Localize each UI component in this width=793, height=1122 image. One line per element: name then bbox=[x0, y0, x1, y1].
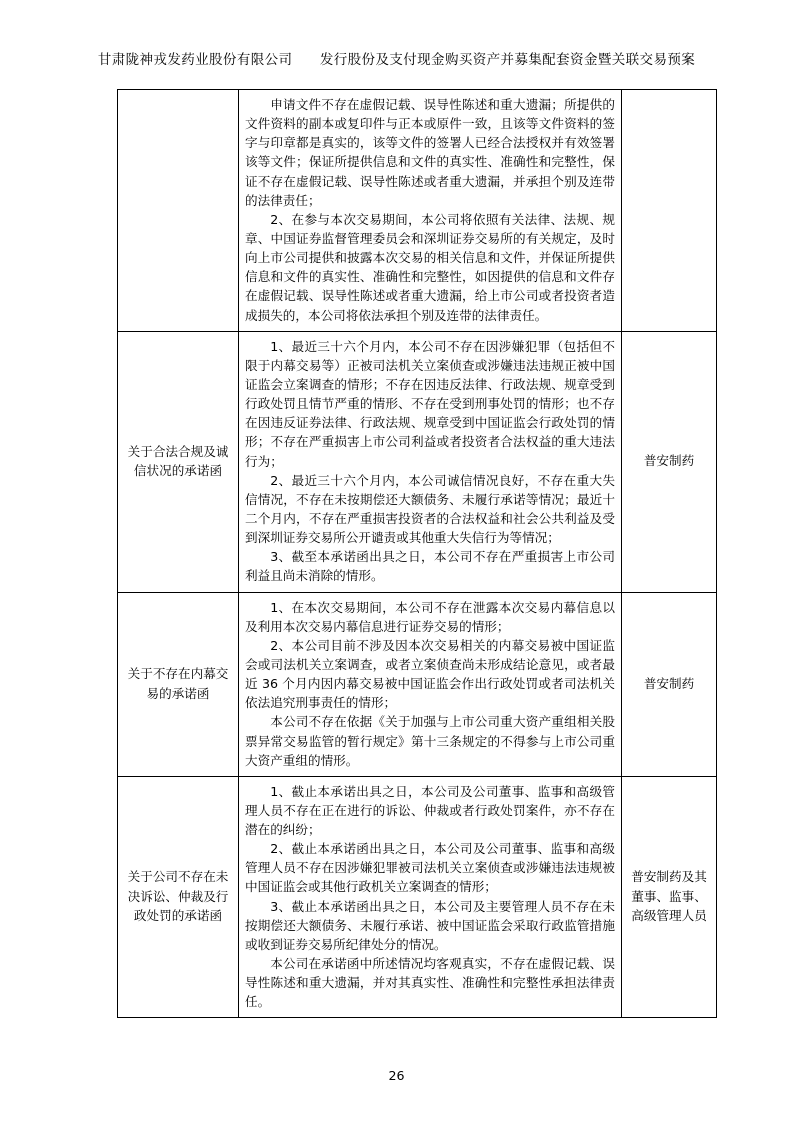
row-paragraph: 本公司不存在依据《关于加强与上市公司重大资产重组相关股票异常交易监管的暂行规定》第十三条规定的不得参与上市公司重大资产重组的情形。 bbox=[245, 714, 615, 768]
row-label: 关于合法合规及诚信状况的承诺函 bbox=[127, 443, 229, 479]
row-paragraph: 2、本公司目前不涉及因本次交易相关的内幕交易被中国证监会或司法机关立案调查，或者立案侦查尚未形成结论意见，或者最近 36 个月内因内幕交易被中国证监会作出行政处罚或者司法机关依法追究刑事责任的情形； bbox=[245, 637, 615, 711]
row-paragraph: 1、截止本承诺出具之日，本公司及公司董事、监事和高级管理人员不存在正在进行的诉讼、仲裁或者行政处罚案件，亦不存在潜在的纠纷； bbox=[245, 783, 615, 838]
row-label-cell bbox=[118, 592, 239, 776]
page-number: 26 bbox=[388, 1068, 405, 1083]
row-paragraph: 3、截止本承诺函出具之日，本公司及主要管理人员不存在未按期偿还大额债务、未履行承诺、被中国证监会采取行政监管措施或收到证券交易所纪律处分的情况。 bbox=[245, 898, 615, 952]
row-label: 关于不存在内幕交易的承诺函 bbox=[127, 666, 229, 701]
row-party: 普安制药 bbox=[643, 675, 695, 691]
row-paragraph: 申请文件不存在虚假记载、误导性陈述和重大遗漏；所提供的文件资料的副本或复印件与正本或原件一致，且该等文件资料的签字与印章都是真实的，该等文件的签署人已经合法授权并有效签署该等文件；保证所提供信息和文件的真实性、准确性和完整性，保证不存在虚假记载、误导性陈述或者重大遗漏，并承担个别及连带的法律责任； bbox=[245, 97, 615, 208]
commitments-table bbox=[117, 89, 717, 1018]
header-doc-title: 发行股份及支付现金购买资产并募集配套资金暨关联交易预案 bbox=[319, 52, 696, 68]
row-paragraph: 3、截至本承诺函出具之日，本公司不存在严重损害上市公司利益且尚未消除的情形。 bbox=[245, 549, 615, 584]
row-label-cell bbox=[118, 331, 239, 592]
header-company: 甘肃陇神戎发药业股份有限公司 bbox=[97, 52, 293, 68]
row-party: 普安制药及其董事、监事、高级管理人员 bbox=[631, 869, 707, 924]
row-label-cell bbox=[118, 776, 239, 1018]
page-header bbox=[0, 48, 793, 68]
table-row bbox=[118, 776, 717, 1018]
row-paragraph: 1、最近三十六个月内，本公司不存在因涉嫌犯罪（包括但不限于内幕交易等）正被司法机关立案侦查或涉嫌违法违规正被中国证监会立案调查的情形；不存在因违反法律、行政法规、规章受到行政处罚且情节严重的情形、不存在受到刑事处罚的情形；也不存在因违反证券法律、行政法规、规章受到中国证监会行政处罚的情形；不存在严重损害上市公司利益或者投资者合法权益的重大违法行为； bbox=[245, 338, 615, 469]
row-party-cell bbox=[622, 592, 717, 776]
row-party-cell bbox=[622, 776, 717, 1018]
row-body-cell bbox=[239, 592, 622, 776]
table-row bbox=[118, 592, 717, 776]
row-paragraph: 2、在参与本次交易期间，本公司将依照有关法律、法规、规章、中国证券监督管理委员会和深圳证券交易所的有关规定，及时向上市公司提供和披露本次交易的相关信息和文件，并保证所提供信息和文件的真实性、准确性和完整性，如因提供的信息和文件存在虚假记载、误导性陈述或者重大遗漏，给上市公司或者投资者造成损失的，本公司将依法承担个别及连带的法律责任。 bbox=[245, 211, 615, 323]
row-party-cell bbox=[622, 90, 717, 332]
row-party-cell bbox=[622, 331, 717, 592]
table-row bbox=[118, 90, 717, 332]
row-paragraph: 本公司在承诺函中所述情况均客观真实，不存在虚假记载、误导性陈述和重大遗漏，并对其真实性、准确性和完整性承担法律责任。 bbox=[245, 956, 615, 1010]
row-body-cell bbox=[239, 90, 622, 332]
row-paragraph: 2、截止本承诺函出具之日，本公司及公司董事、监事和高级管理人员不存在因涉嫌犯罪被司法机关立案侦查或涉嫌违法违规被中国证监会或其他行政机关立案调查的情形； bbox=[245, 841, 615, 895]
row-paragraph: 1、在本次交易期间，本公司不存在泄露本次交易内幕信息以及利用本次交易内幕信息进行证券交易的情形； bbox=[245, 599, 615, 634]
row-label-cell bbox=[118, 90, 239, 332]
row-label: 关于公司不存在未决诉讼、仲裁及行政处罚的承诺函 bbox=[127, 869, 229, 924]
row-body-cell bbox=[239, 776, 622, 1018]
row-paragraph: 2、最近三十六个月内，本公司诚信情况良好，不存在重大失信情况，不存在未按期偿还大额债务、未履行承诺等情况；最近十二个月内，不存在严重损害投资者的合法权益和社会公共利益及受到深圳证券交易所公开谴责或其他重大失信行为等情况； bbox=[245, 472, 615, 546]
row-body-cell bbox=[239, 331, 622, 592]
table-row bbox=[118, 331, 717, 592]
row-party: 普安制药 bbox=[643, 453, 695, 469]
